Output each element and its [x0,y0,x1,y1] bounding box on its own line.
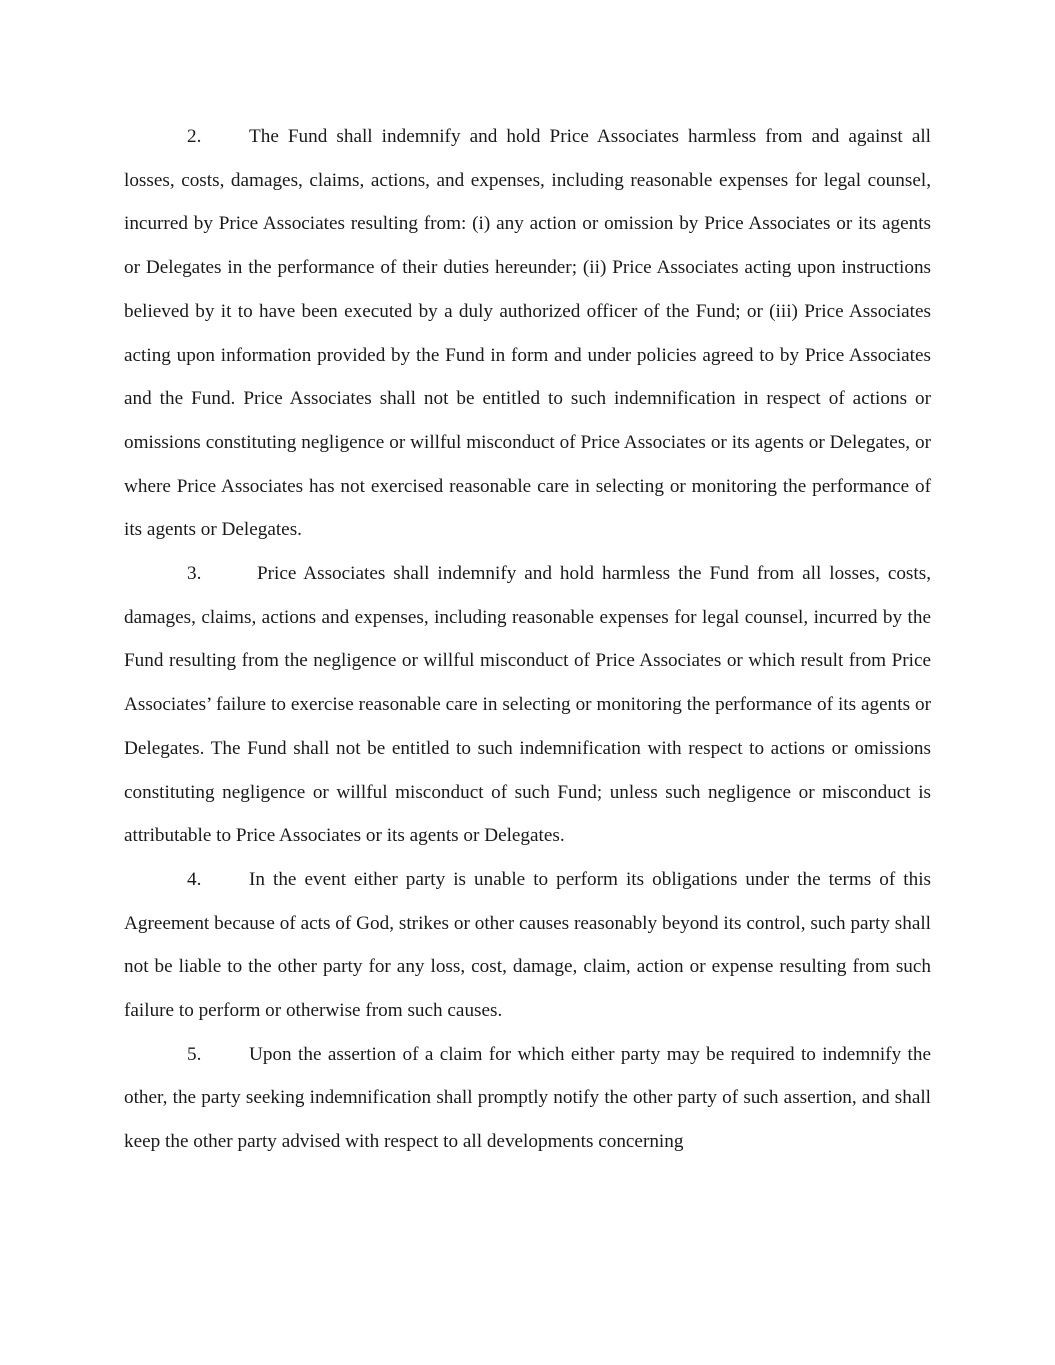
paragraph-2 [124,115,931,552]
paragraph-number: 5. [187,1043,202,1065]
paragraph-5 [124,1033,931,1164]
paragraph-number: 2. [187,126,202,147]
paragraph-text: In the event either party is unable to perform its obligations under the terms of this Agreement because of acts of God, strikes or other causes reasonably beyond its control, such party shall not be liable to the other party for any loss, cost, damage, claim, action or expense resulting from such failure to perform or otherwise from such causes. [124,868,931,1022]
paragraph-3 [124,552,931,858]
paragraph-4 [124,858,931,1033]
document-page [124,115,931,1164]
paragraph-text: Upon the assertion of a claim for which either party may be required to indemnify the other, the party seeking indemnification shall promptly notify the other party of such assertion, and shall keep the other party advised with respect to all developments concerning [124,1043,931,1153]
paragraph-text: The Fund shall indemnify and hold Price Associates harmless from and against all losses, costs, damages, claims, actions, and expenses, including reasonable expenses for legal counsel, incurred by Price Associates resulting from: (i) any action or omission by Price Associates or its agents or Delegates in the performance of their duties hereunder; (ii) Price Associates acting upon instructions believed by it to have been executed by a duly authorized officer of the Fund; or (iii) Price Associates acting upon information provided by the Fund in form and under policies agreed to by Price Associates and the Fund. Price Associates shall not be entitled to such indemnification in respect of actions or omissions constituting negligence or willful misconduct of Price Associates or its agents or Delegates, or where Price Associates has not exercised reasonable care in selecting or monitoring the performance of its agents or Delegates. [124,126,931,541]
paragraph-number: 4. [187,868,202,890]
paragraph-text: Price Associates shall indemnify and hold harmless the Fund from all losses, costs, damages, claims, actions and expenses, including reasonable expenses for legal counsel, incurred by the Fund resulting from the negligence or willful misconduct of Price Associates or which result from Price Associates’ failure to exercise reasonable care in selecting or monitoring the performance of its agents or Delegates. The Fund shall not be entitled to such indemnification with respect to actions or omissions constituting negligence or willful misconduct of such Fund; unless such negligence or misconduct is attributable to Price Associates or its agents or Delegates. [124,563,931,847]
paragraph-number: 3. [187,563,202,585]
